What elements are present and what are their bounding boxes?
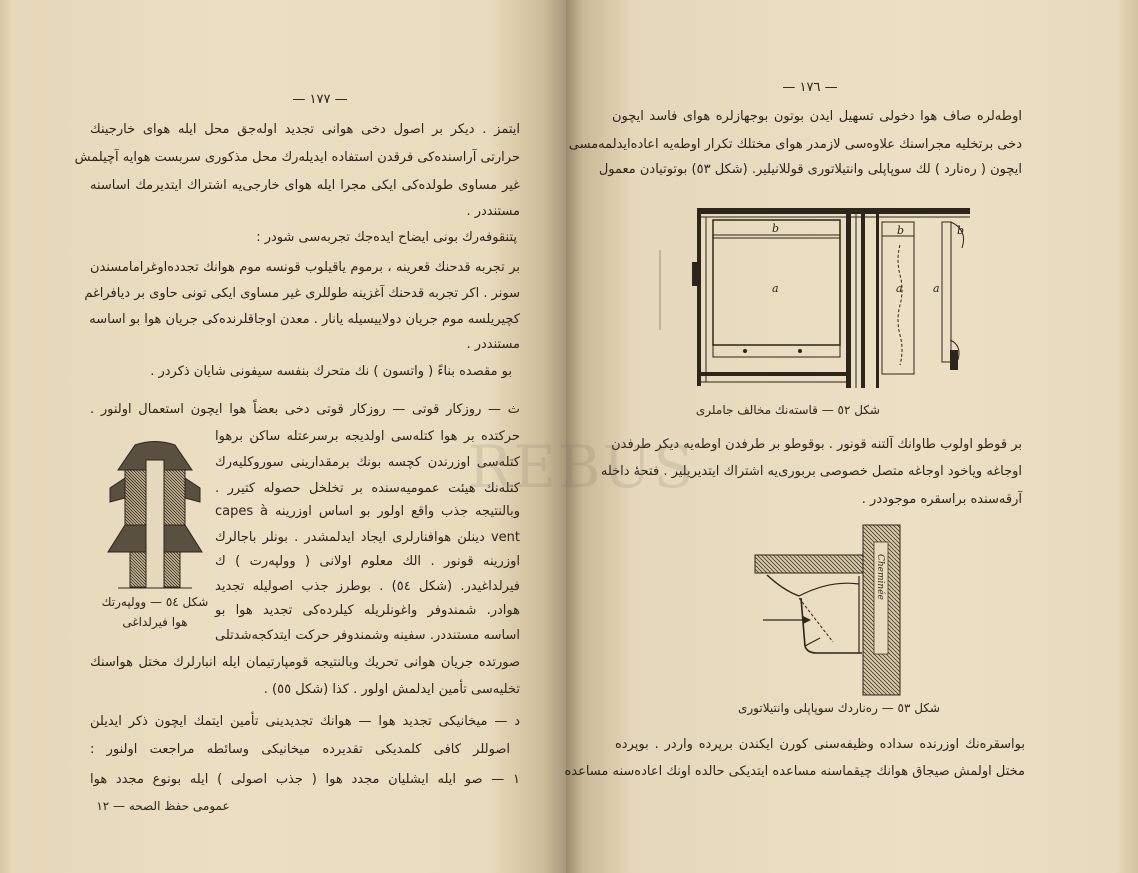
text-line: مختل اولمش صیجاق هوانك چیقماسنه مساعده ایتدیکی حالده اونك اعاده‌سنه مساعده xyxy=(564,764,1025,779)
text-line: وبالنتیجه جذب واقع اولور بو اساس اوزرینه capes à xyxy=(215,504,520,519)
text-line: حرارتی آراسنده‌کی فرقدن استفاده ایدیله‌رك محل مذکوری سربست هوایه آچیلمش xyxy=(74,150,520,165)
cowl-right-flap xyxy=(185,478,200,502)
profile-break-line xyxy=(898,245,902,365)
text-line: بر تجربه قدحنك قعرینه ، برموم یاقیلوب قونسه موم هوانك تجدده‌اوغرامامسندن xyxy=(90,260,520,275)
frame-top-bar xyxy=(697,208,970,214)
text-line: اصوللر کافی کلمدیکی تقدیرده میخانیکی وسائطه مراجعت اولنور : xyxy=(90,742,510,757)
text-line: اوجاغه ویاخود اوجاغه متصل خصوصی بربوری‌یه اشتراك ایتدیریلیر . فتحهٔ داخله xyxy=(600,464,1022,479)
figure-54-caption: شکل ٥٤ — وولپه‌رتك xyxy=(101,595,209,609)
frame-bottom-bar xyxy=(697,372,851,376)
profile-section-left xyxy=(882,222,914,374)
sash-knob xyxy=(743,349,747,353)
text-line: تخلیه‌سی تأمین ایدلمش اولور . کذا (شکل ٥٥) . xyxy=(263,682,520,697)
sash-knob xyxy=(798,349,802,353)
text-line: فیرلداغیدر. (شکل ٥٤) . بوطرز جذب اصولیله تجدید xyxy=(215,579,520,594)
figure-54-chimney-cowl xyxy=(100,440,210,590)
box-top-line xyxy=(799,583,859,596)
text-line: مستنددر . xyxy=(466,204,520,219)
text-line: vent دینلن هوافنارلری ایجاد ایدلمشدر . بونلر باجالرك xyxy=(215,530,520,545)
airflow-arrowhead xyxy=(803,616,811,624)
text-line: اساسه مستنددر. سفینه وشمندوفر حرکت ایتدکجه‌شدتلی xyxy=(215,628,520,643)
valve-flap xyxy=(801,598,862,653)
figure-53-caption: شکل ٥٣ — ره‌ناردك سوپاپلی وانتیلاتوری xyxy=(737,701,940,715)
sash-bottom-rail xyxy=(713,345,840,357)
text-line: حرکتده بر هوا کتله‌سی اولدیجه برسرعتله ساکن برهوا xyxy=(215,429,520,444)
page-number: — ١٧٦ — xyxy=(782,80,838,95)
figure-52-window-diagram xyxy=(650,200,980,405)
text-line: اوطه‌لره صاف هوا دخولی تسهیل ایدن بوتون بوجهازلره هوای فاسد ایچون xyxy=(612,109,1022,124)
watermark: REBUS xyxy=(468,433,696,501)
figure-53-valve-ventilator xyxy=(745,520,995,700)
text-line: ١ — صو ایله ایشلیان مجدد هوا ( جذب اصولی ) ایله بونوع مجدد هوا xyxy=(90,772,520,787)
text-line: صورتده جریان هوانی تحریك وبالنتیجه قومپارتیمان ایله انبارلرك مختل هواسنك xyxy=(90,655,520,670)
figure-label: a xyxy=(896,282,903,295)
ceiling-beam xyxy=(755,555,863,573)
text-line: کتله‌نك هیئت عمومیه‌سنده بر تخلخل حصوله کتیرر . xyxy=(215,481,520,496)
text-line: کچیریلسه موم جریان دولاییسیله یانار . معدن اوجاقلرنده‌کی جریان هوا بو اساسه xyxy=(89,312,520,327)
figure-54-caption: هوا فیرلداغی xyxy=(122,615,188,629)
text-line: بو مقصده بناءً ( واتسون ) نك متحرك بنفسه سیفونی شایان ذکردر . xyxy=(150,364,512,379)
text-line: غیر مساوی طولده‌کی ایکی مجرا ایله هوای خارجی‌یه اشتراك ایتدیرمك اساسنه xyxy=(90,178,520,193)
page-number: — ١٧٧ — xyxy=(292,92,348,107)
figure-label: b xyxy=(957,224,965,237)
figure-label: a xyxy=(772,282,779,295)
text-line: پتنقوفه‌رك بونی ایضاح ایده‌جك تجربه‌سی شودر : xyxy=(256,230,517,245)
profile-bottom-block xyxy=(950,350,958,370)
frame-center-post-2 xyxy=(861,208,865,388)
figure-label: b xyxy=(772,222,780,235)
text-line: مستنددر . xyxy=(466,337,520,352)
text-line: کتله‌سی اوزرندن کچسه بونك برمقدارینی سوروکلیه‌رك xyxy=(215,455,520,470)
text-line: بواسقره‌نك اوزرنده سداده وظیفه‌سنی کورن ایکندن برپرده واردر . بوپرده xyxy=(615,737,1025,752)
figure-label: a xyxy=(933,282,940,295)
text-line: ایتمز . دیکر بر اصول دخی هوانی تجدید اوله‌جق محل ایله هوای خارجینك xyxy=(90,122,520,137)
chimney-label: Cheminée xyxy=(875,554,885,600)
frame-left-post xyxy=(697,208,701,386)
section-heading-line: ث — روزکار قوتی — روزکار قوتی دخی بعضاً هوا ایچون استعمال اولنور . xyxy=(90,402,520,417)
cowl-left-flap xyxy=(110,478,125,502)
text-line: دخی برتخلیه مجراسنك علاوه‌سی لازمدر هوای مختلك تکرار اوطه‌یه اعاده‌ایدلمه‌مسی xyxy=(568,137,1022,152)
text-line: بر قوطو اولوب طاوانك آلتنه قونور . بوقوطو بر طرفدن اوطه‌یه دیکر طرفدن xyxy=(611,437,1022,452)
text-line: آرقه‌سنده براسقره موجوددر . xyxy=(861,492,1022,507)
cowl-pipe xyxy=(146,460,164,588)
flap-detail xyxy=(805,638,820,646)
figure-52-caption: شکل ٥٢ — قاسته‌نك مخالف جاملری xyxy=(695,403,880,417)
text-line: ایچون ( ره‌نارد ) لك سوپاپلی وانتیلاتوری قوللانیلیر. (شکل ٥٣) بوتوتیادن معمول xyxy=(598,162,1022,177)
text-line: اوزرینه قونور . الك معلوم اولانی ( وولپه‌رت ) ك xyxy=(215,554,520,569)
text-line: هوادر. شمندوفر واغونلریله کیلرده‌کی تجدید هوا بو xyxy=(215,603,520,618)
frame-center-post xyxy=(846,208,851,388)
box-inlet-curve xyxy=(767,575,799,596)
figure-label: b xyxy=(897,224,905,237)
text-line: سونر . اکر تجربه قدحنك آغزینه طوللری غیر مساوی ایکی تونی حاوی بر دیافراغم xyxy=(84,286,520,301)
profile-section-right xyxy=(942,222,951,362)
profile-post xyxy=(876,208,879,388)
page-footer: عمومی حفظ الصحه — ١٢ xyxy=(96,799,230,813)
section-heading-line: د — میخانیکی تجدید هوا — هوانك تجدیدینی تأمین ایتمك ایچون ذکر ایدیلن xyxy=(90,714,520,729)
window-handle xyxy=(692,262,698,286)
